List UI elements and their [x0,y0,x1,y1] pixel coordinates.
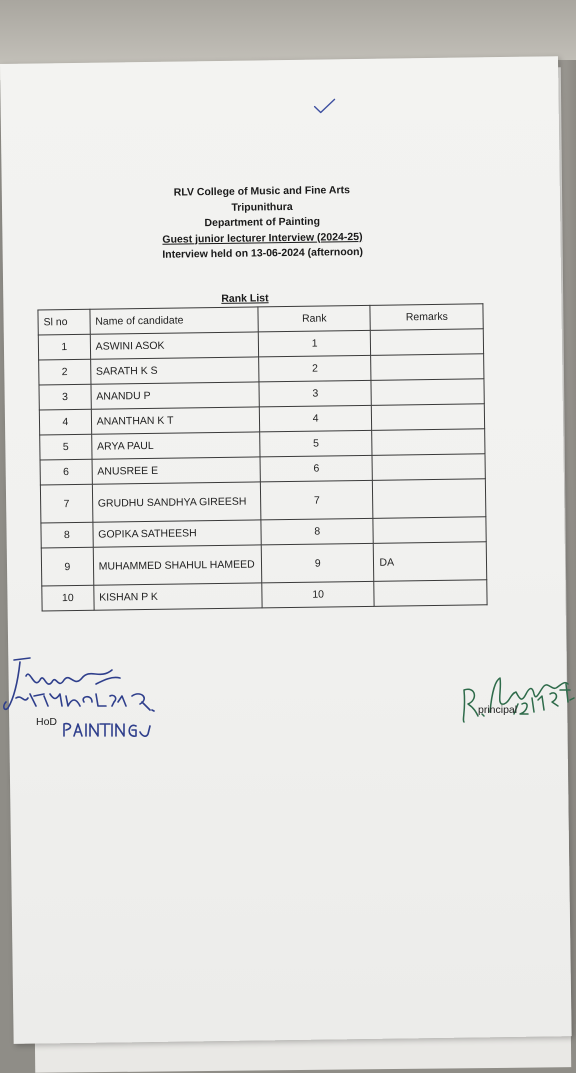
table-row [40,479,485,523]
cell-sl-no: 10 [42,585,94,611]
column-header-rank: Rank [258,305,371,332]
cell-remarks [372,429,485,456]
cell-rank: 6 [260,455,373,482]
cell-name: ARYA PAUL [91,432,260,459]
cell-rank: 8 [261,518,374,545]
hod-signature [0,650,190,740]
cell-sl-no: 6 [40,459,92,485]
cell-sl-no: 9 [41,547,93,586]
cell-name: GRUDHU SANDHYA GIREESH [92,482,261,522]
column-header-sl-no: Sl no [38,309,90,335]
cell-remarks [372,454,485,481]
table-caption: Rank List [221,292,269,305]
cell-rank: 9 [261,543,374,583]
cell-sl-no: 3 [39,384,91,410]
cell-rank: 4 [259,405,372,432]
college-name: RLV College of Music and Fine Arts [173,184,350,199]
cell-name: SARATH K S [90,357,259,384]
cell-remarks [371,379,484,406]
cell-name: ANUSREE E [92,457,261,484]
cell-sl-no: 8 [41,522,93,548]
document-page [0,56,572,1044]
cell-remarks [373,479,486,519]
column-header-name: Name of candidate [90,307,259,334]
cell-sl-no: 1 [38,334,90,360]
interview-date: Interview held on 13-06-2024 (afternoon) [162,245,364,261]
cell-rank: 3 [259,380,372,407]
cell-rank: 5 [260,430,373,457]
cell-remarks [371,354,484,381]
hod-label: HoD [36,716,58,728]
principal-signature [456,650,576,730]
cell-remarks: DA [374,542,487,582]
principal-label: principal [478,704,518,716]
cell-name: ASWINI ASOK [90,332,259,359]
cell-sl-no: 5 [40,434,92,460]
cell-remarks [372,404,485,431]
cell-rank: 2 [259,355,372,382]
cell-name: KISHAN P K [93,583,262,610]
college-location: Tripunithura [231,200,293,214]
document-header [112,182,413,264]
table-row [41,542,486,586]
cell-name: MUHAMMED SHAHUL HAMEED [93,545,262,585]
cell-sl-no: 4 [39,409,91,435]
cell-rank: 1 [258,330,371,357]
cell-remarks [373,517,486,544]
rank-list-table [37,303,487,611]
cell-name: ANANTHAN K T [91,407,260,434]
cell-rank: 10 [262,581,375,608]
checkmark-icon [313,97,337,115]
interview-title: Guest junior lecturer Interview (2024-25) [162,230,363,246]
cell-remarks [374,580,487,607]
cell-name: ANANDU P [91,382,260,409]
cell-name: GOPIKA SATHEESH [93,520,262,547]
cell-sl-no: 7 [40,484,92,523]
cell-remarks [371,329,484,356]
column-header-remarks: Remarks [370,304,483,331]
cell-sl-no: 2 [39,359,91,385]
table-row [42,580,487,611]
cell-rank: 7 [260,480,373,520]
department-name: Department of Painting [204,215,321,230]
